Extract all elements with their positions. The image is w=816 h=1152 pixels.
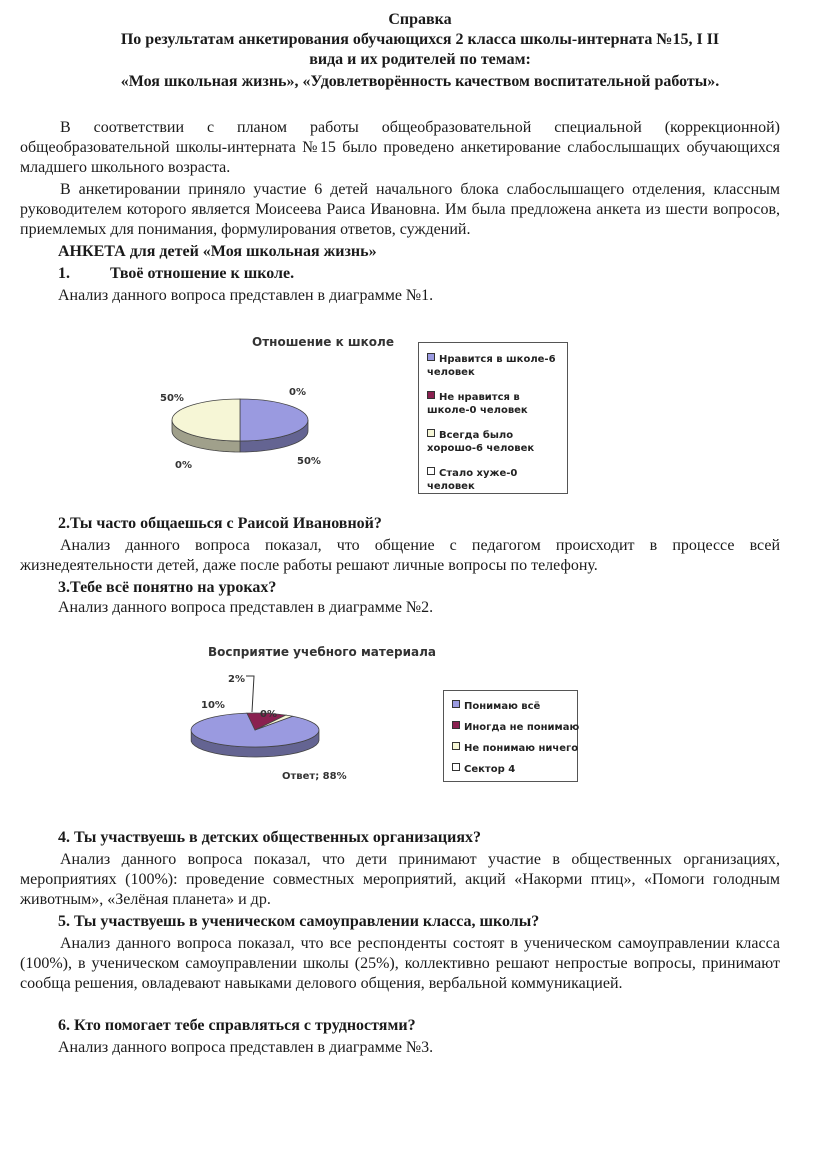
chart2-label-understand: Ответ; 88% xyxy=(282,771,347,782)
chart1-legend-item: Нравится в школе-6 человек xyxy=(427,354,556,378)
chart2-legend xyxy=(443,690,578,782)
chart2-legend-item: Сектор 4 xyxy=(452,763,587,776)
chart2-label-never: 2% xyxy=(228,674,245,685)
question-3-analysis: Анализ данного вопроса представлен в диаграмме №2. xyxy=(58,599,434,616)
question-2-analysis: Анализ данного вопроса показал, что общение с педагогом происходит в процессе всей жизнедеятельности детей, даже после работы решают личные вопросы по телефону. xyxy=(20,537,780,574)
chart2-legend-item: Не понимаю ничего xyxy=(452,742,587,755)
document-title: Справка xyxy=(388,11,452,28)
chart2-label-sector4: 0% xyxy=(260,709,277,720)
question-5: 5. Ты участвуешь в ученическом самоуправлении класса, школы? xyxy=(58,913,540,930)
question-6: 6. Кто помогает тебе справляться с трудностями? xyxy=(58,1017,416,1034)
survey-heading: АНКЕТА для детей «Моя школьная жизнь» xyxy=(58,243,377,260)
question-4: 4. Ты участвуешь в детских общественных организациях? xyxy=(58,829,482,846)
chart1-legend-item: Стало хуже-0 человек xyxy=(427,468,518,492)
legend-swatch xyxy=(452,721,460,729)
chart1-label-like: 50% xyxy=(297,456,321,467)
question-1-analysis: Анализ данного вопроса представлен в диаграмме №1. xyxy=(58,287,434,304)
legend-swatch xyxy=(452,742,460,750)
question-6-analysis: Анализ данного вопроса представлен в диаграмме №3. xyxy=(58,1039,434,1056)
question-1-text: Твоё отношение к школе. xyxy=(110,265,295,282)
header-line-3: «Моя школьная жизнь», «Удовлетворённость качеством воспитательной работы». xyxy=(120,73,720,90)
header-line-2: вида и их родителей по темам: xyxy=(309,51,531,68)
chart1-legend-item: Всегда было хорошо-6 человек xyxy=(427,430,535,454)
legend-swatch xyxy=(452,700,460,708)
chart1-label-dislike: 0% xyxy=(289,387,306,398)
question-5-analysis: Анализ данного вопроса показал, что все респонденты состоят в ученическом самоуправлении класса (100%), в ученическом самоуправлении школы (25%), коллективно решают непростые вопросы, принимают сообща решения, овладевают навыками делового общения, вербальной коммуникацией. xyxy=(20,935,780,992)
chart2-legend-item: Иногда не понимаю xyxy=(452,721,587,734)
chart2-leader-line xyxy=(246,676,254,712)
chart2-label-sometimes: 10% xyxy=(201,700,225,711)
chart1-label-always-good: 50% xyxy=(160,393,184,404)
chart2-legend-item: Понимаю всё xyxy=(452,700,587,713)
question-1-number: 1. xyxy=(58,265,70,282)
intro-paragraph-1: В соответствии с планом работы общеобразовательной специальной (коррекционной) общеобразовательной школы-интерната №15 было проведено анкетирование слабослышащих обучающихся младшего школьного возраста. xyxy=(20,119,780,176)
question-2: 2.Ты часто общаешься с Раисой Ивановной? xyxy=(58,515,382,532)
header-line-1: По результатам анкетирования обучающихся 2 класса школы-интерната №15, I II xyxy=(120,31,720,48)
intro-paragraph-2: В анкетировании приняло участие 6 детей начального блока слабослышащего отделения, классным руководителем которого является Моисеева Раиса Ивановна. Им была предложена анкета из шести вопросов, приемлемых для понимания, формулирования ответов, суждений. xyxy=(20,181,780,238)
chart1-legend-item: Не нравится в школе-0 человек xyxy=(427,392,528,416)
chart1-label-worse: 0% xyxy=(175,460,192,471)
question-3: 3.Тебе всё понятно на уроках? xyxy=(58,579,277,596)
legend-swatch xyxy=(452,763,460,771)
question-4-analysis: Анализ данного вопроса показал, что дети принимают участие в общественных организациях, мероприятиях (100%): проведение совместных мероприятий, акций «Накорми птиц», «Помоги голодным животным», «Зелёная планета» и др. xyxy=(20,851,780,908)
chart2-title: Восприятие учебного материала xyxy=(208,645,436,659)
chart1-title: Отношение к школе xyxy=(252,335,394,349)
